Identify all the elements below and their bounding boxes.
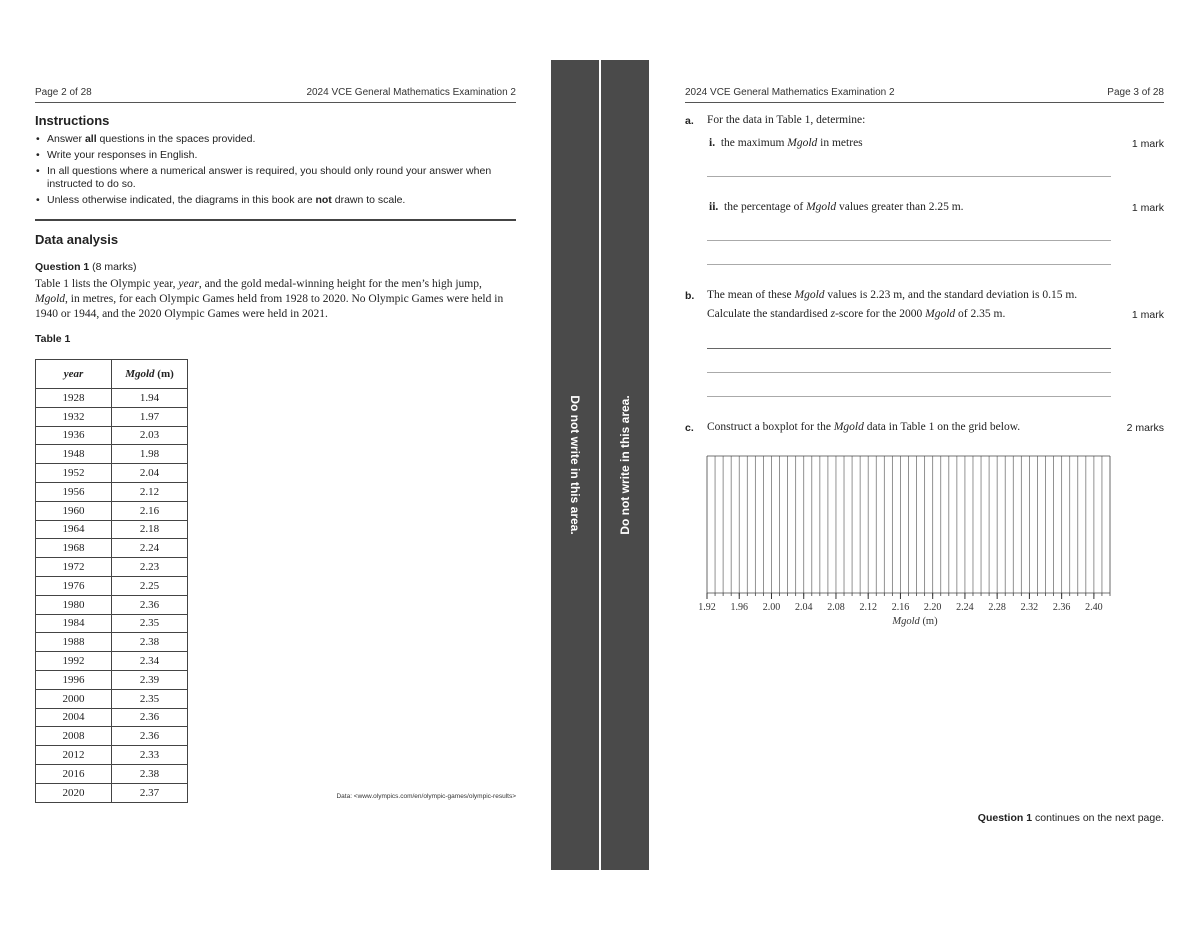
year-cell: 2008: [36, 727, 112, 746]
mgold-cell: 2.36: [112, 708, 188, 727]
table-row: [36, 426, 188, 445]
year-cell: 1992: [36, 652, 112, 671]
mgold-cell: 2.03: [112, 426, 188, 445]
no-write-text-right: Do not write in this area.: [618, 395, 632, 535]
year-cell: 1984: [36, 614, 112, 633]
answer-line[interactable]: [707, 176, 1111, 177]
year-cell: 2000: [36, 689, 112, 708]
x-tick-label: 2.16: [891, 602, 910, 613]
year-cell: 1988: [36, 633, 112, 652]
x-tick-label: 2.28: [988, 602, 1006, 613]
mgold-cell: 2.35: [112, 614, 188, 633]
table-row: [36, 389, 188, 408]
x-tick-label: 2.36: [1052, 602, 1071, 613]
part-a-i-mark: 1 mark: [1131, 138, 1164, 150]
mgold-cell: 2.04: [112, 464, 188, 483]
table-row: [36, 464, 188, 483]
table-row: [36, 558, 188, 577]
year-cell: 2004: [36, 708, 112, 727]
year-cell: 1972: [36, 558, 112, 577]
instructions-list: [35, 133, 505, 210]
year-cell: 1980: [36, 595, 112, 614]
table-row: [36, 595, 188, 614]
instructions-divider: [35, 219, 516, 221]
instructions-title: Instructions: [35, 113, 110, 128]
part-a-letter: a.: [685, 115, 694, 127]
exam-title-left: 2024 VCE General Mathematics Examination 2: [306, 87, 516, 98]
table-row: [36, 539, 188, 558]
mgold-cell: 2.18: [112, 520, 188, 539]
year-cell: 2016: [36, 764, 112, 783]
mgold-cell: 2.25: [112, 576, 188, 595]
grid-lines: [707, 456, 1110, 593]
table-row: [36, 407, 188, 426]
answer-line[interactable]: [707, 372, 1111, 373]
part-b-line2: Calculate the standardised z-score for the 2000 Mgold of 2.35 m.: [707, 308, 1006, 320]
question-heading: Question 1 (8 marks): [35, 261, 137, 273]
part-b-letter: b.: [685, 290, 695, 302]
answer-line[interactable]: [707, 264, 1111, 265]
x-tick-label: 2.40: [1085, 602, 1103, 613]
header-rule-right: [685, 102, 1164, 103]
table-row: [36, 501, 188, 520]
continues-note: Question 1 continues on the next page.: [977, 812, 1164, 824]
mgold-cell: 2.38: [112, 764, 188, 783]
year-cell: 1932: [36, 407, 112, 426]
mgold-cell: 2.16: [112, 501, 188, 520]
column-header-mgold: Mgold (m): [112, 360, 188, 389]
year-cell: 1928: [36, 389, 112, 408]
page-number-left: Page 2 of 28: [35, 87, 92, 98]
table-row: [36, 689, 188, 708]
axis-tick-labels: [698, 602, 1102, 613]
part-c-letter: c.: [685, 422, 694, 434]
x-tick-label: 2.24: [956, 602, 974, 613]
exam-title-right: 2024 VCE General Mathematics Examination 2: [685, 87, 895, 98]
part-a-i-text: i. the maximum Mgold in metres: [709, 137, 863, 149]
part-c-mark: 2 marks: [1126, 422, 1164, 434]
instruction-item: • Unless otherwise indicated, the diagrams in this book are not drawn to scale.: [35, 194, 505, 207]
mgold-cell: 2.34: [112, 652, 188, 671]
table-row: [36, 576, 188, 595]
table-body: [36, 389, 188, 803]
table-row: [36, 783, 188, 802]
table-row: [36, 727, 188, 746]
table-row: [36, 520, 188, 539]
column-header-year: year: [36, 360, 112, 389]
year-cell: 2012: [36, 746, 112, 765]
mgold-cell: 2.33: [112, 746, 188, 765]
table-row: [36, 614, 188, 633]
mgold-cell: 2.35: [112, 689, 188, 708]
x-tick-label: 2.08: [827, 602, 845, 613]
no-write-text-left: Do not write in this area.: [568, 395, 582, 535]
table-row: [36, 652, 188, 671]
axis-ticks: [707, 593, 1110, 599]
year-cell: 1964: [36, 520, 112, 539]
year-cell: 1936: [36, 426, 112, 445]
data-source: Data: <www.olympics.com/en/olympic-games/olympic-results>: [336, 793, 516, 800]
mgold-cell: 2.37: [112, 783, 188, 802]
part-a-ii-text: ii. the percentage of Mgold values greater than 2.25 m.: [709, 201, 964, 213]
table-row: [36, 482, 188, 501]
year-cell: 1956: [36, 482, 112, 501]
mgold-cell: 2.24: [112, 539, 188, 558]
table-row: [36, 746, 188, 765]
mgold-cell: 2.36: [112, 727, 188, 746]
x-axis-title: Mgold (m): [892, 616, 938, 627]
part-a-text: For the data in Table 1, determine:: [707, 114, 866, 126]
olympic-data-table: [35, 359, 188, 803]
instruction-item: • Write your responses in English.: [35, 149, 505, 162]
section-title: Data analysis: [35, 232, 119, 247]
table-row: [36, 633, 188, 652]
mgold-cell: 2.39: [112, 670, 188, 689]
mgold-cell: 2.12: [112, 482, 188, 501]
mgold-cell: 2.38: [112, 633, 188, 652]
answer-line[interactable]: [707, 240, 1111, 241]
year-cell: 1960: [36, 501, 112, 520]
table-row: [36, 708, 188, 727]
year-cell: 1968: [36, 539, 112, 558]
answer-line[interactable]: [707, 396, 1111, 397]
year-cell: 1948: [36, 445, 112, 464]
x-tick-label: 2.12: [859, 602, 877, 613]
page-number-right: Page 3 of 28: [1107, 87, 1164, 98]
mgold-cell: 1.97: [112, 407, 188, 426]
header-rule-left: [35, 102, 516, 103]
part-a-ii-mark: 1 mark: [1131, 202, 1164, 214]
part-b-line1: The mean of these Mgold values is 2.23 m, and the standard deviation is 0.15 m.: [707, 289, 1078, 301]
table-row: [36, 764, 188, 783]
table-label: Table 1: [35, 333, 71, 345]
instruction-item: • Answer all questions in the spaces provided.: [35, 133, 505, 146]
mgold-cell: 2.23: [112, 558, 188, 577]
table-row: [36, 670, 188, 689]
part-b-mark: 1 mark: [1131, 309, 1164, 321]
mgold-cell: 2.36: [112, 595, 188, 614]
x-tick-label: 2.00: [762, 602, 781, 613]
question-intro: Table 1 lists the Olympic year, year, and the gold medal-winning height for the men’s high jump, Mgold, in metres, for each Olympic Games held from 1928 to 2020. No Olympic Games were held in 1940 or 1944, and the 2020 Olympic Games were held in 2021.: [35, 278, 504, 320]
instruction-item: • In all questions where a numerical answer is required, you should only round your answer when instructed to do so.: [35, 165, 505, 191]
x-tick-label: 2.32: [1020, 602, 1039, 613]
table-row: [36, 445, 188, 464]
boxplot-grid[interactable]: [690, 450, 1120, 635]
mgold-cell: 1.98: [112, 445, 188, 464]
x-tick-label: 1.96: [730, 602, 748, 613]
x-tick-label: 2.04: [794, 602, 813, 613]
year-cell: 2020: [36, 783, 112, 802]
mgold-cell: 1.94: [112, 389, 188, 408]
x-tick-label: 1.92: [698, 602, 716, 613]
year-cell: 1976: [36, 576, 112, 595]
answer-line[interactable]: [707, 348, 1111, 349]
x-tick-label: 2.20: [923, 602, 942, 613]
part-c-text: Construct a boxplot for the Mgold data in Table 1 on the grid below.: [707, 421, 1021, 433]
year-cell: 1996: [36, 670, 112, 689]
year-cell: 1952: [36, 464, 112, 483]
